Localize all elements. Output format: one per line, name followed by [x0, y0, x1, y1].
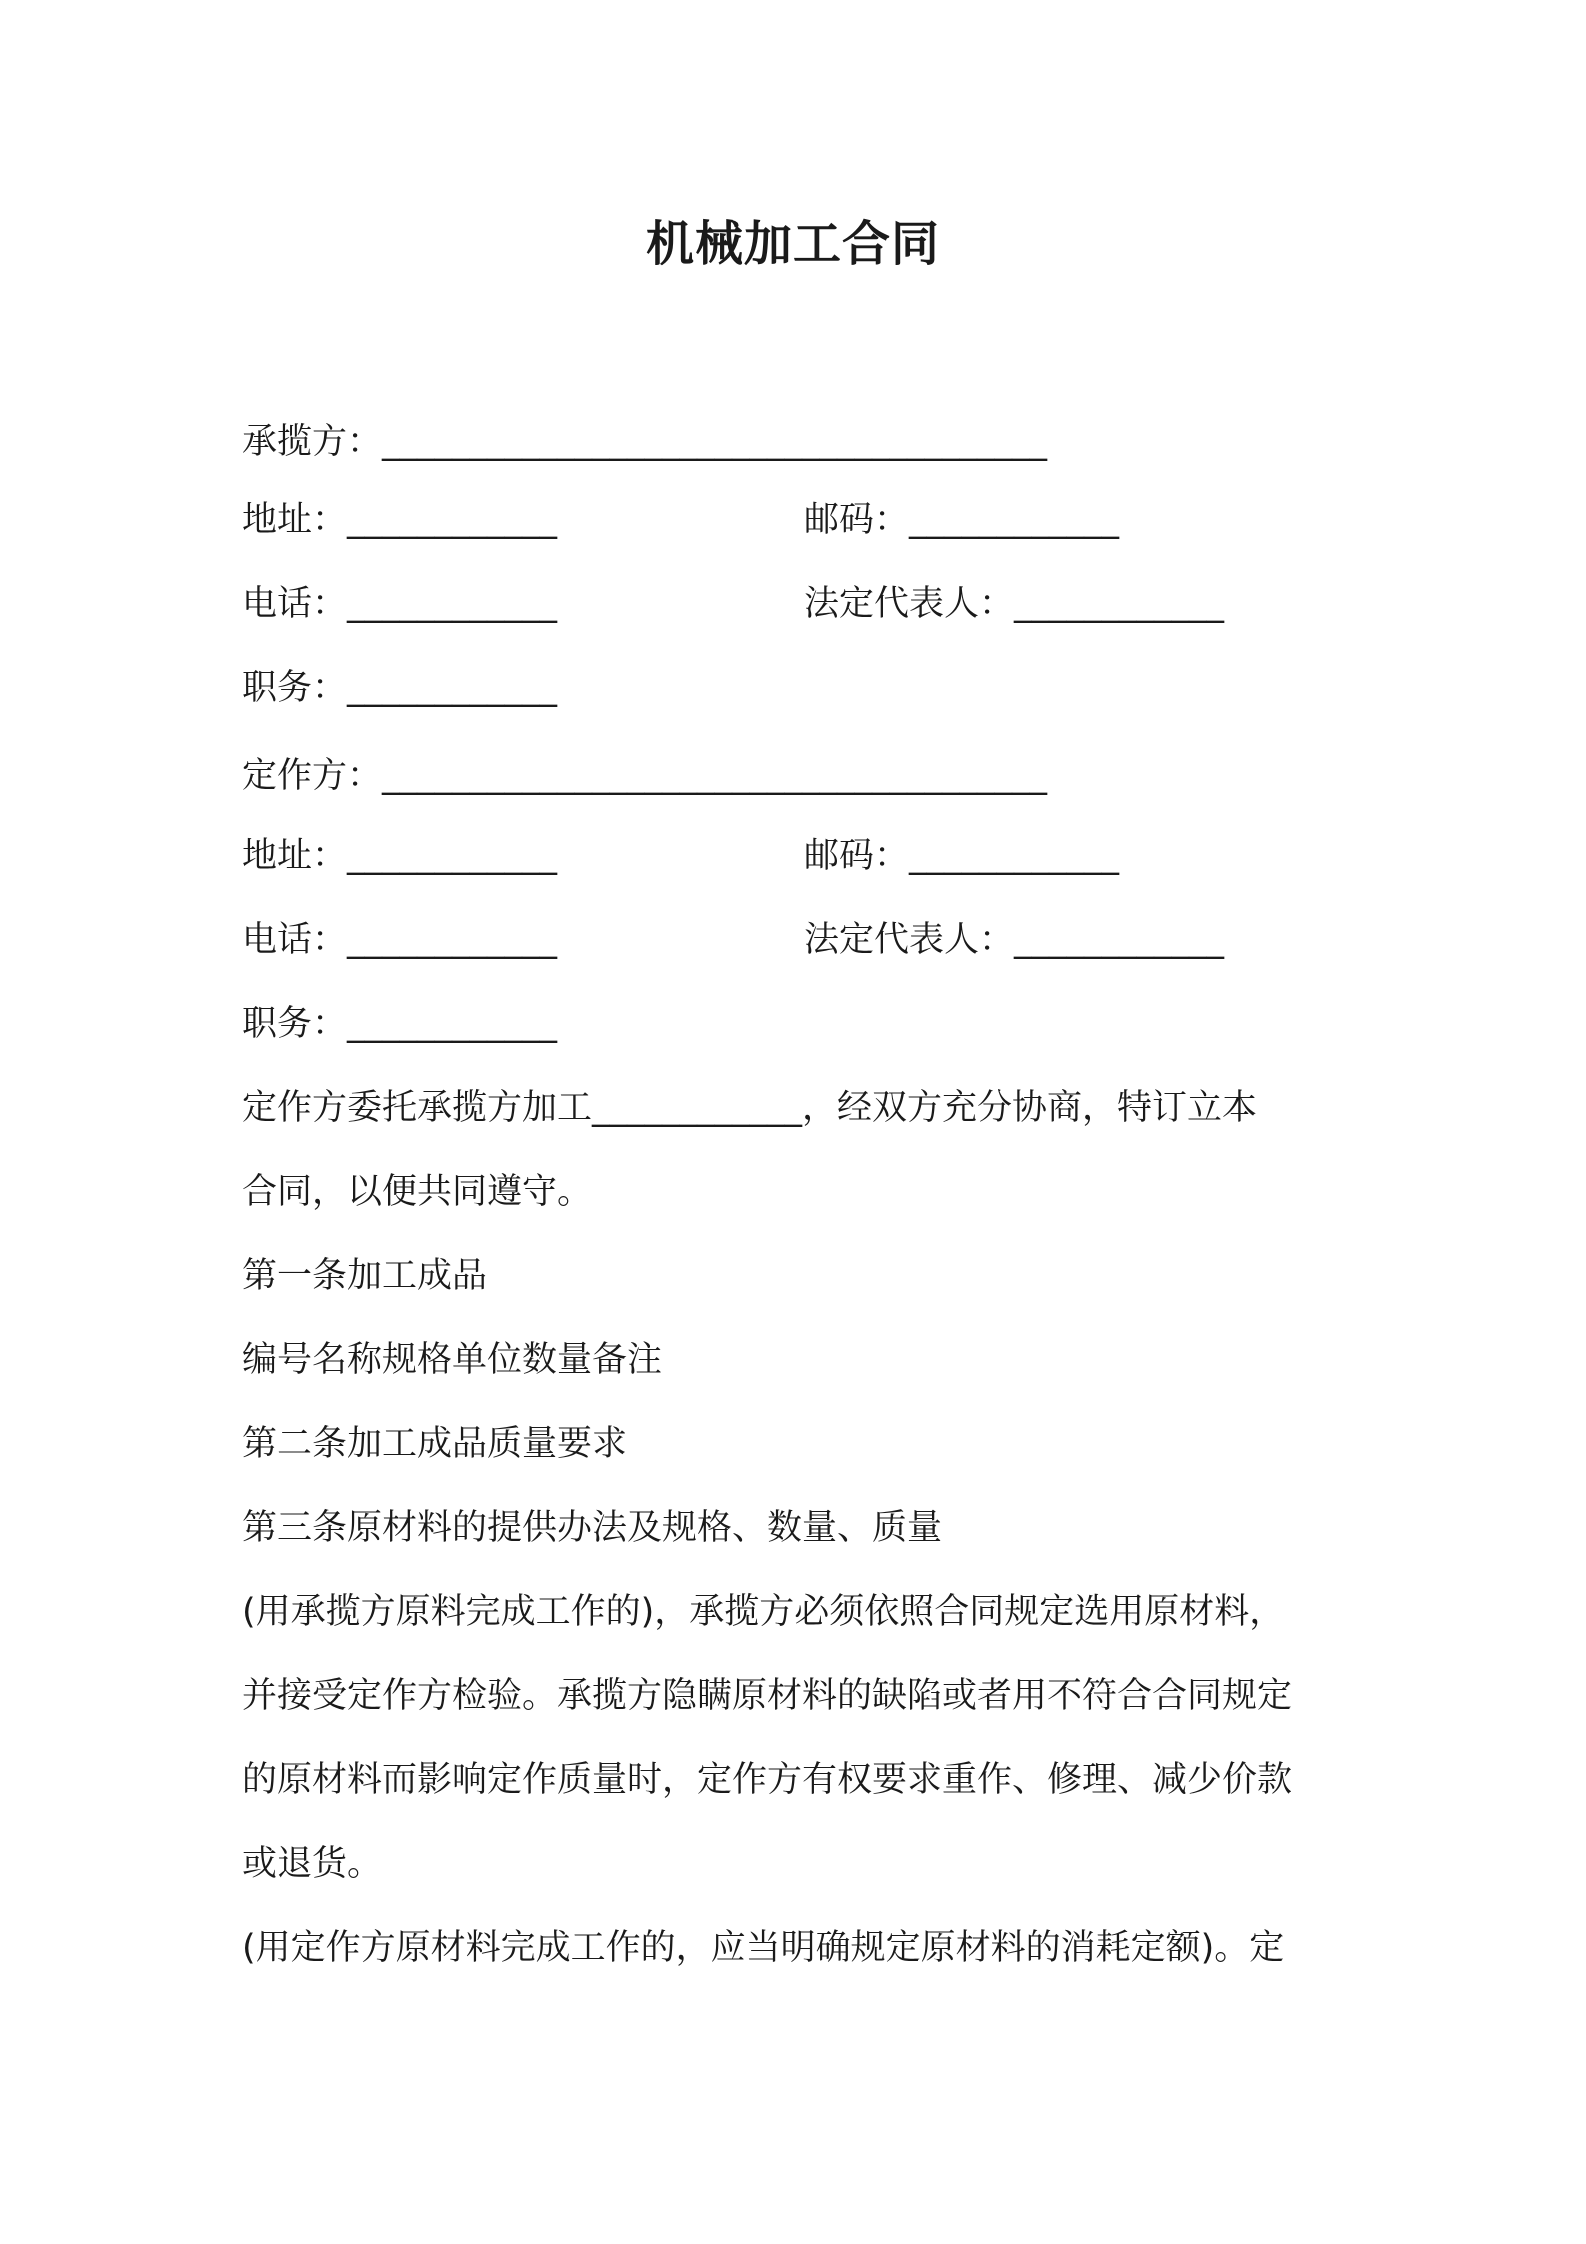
body-line: 编号名称规格单位数量备注: [242, 1340, 663, 1380]
body-line: 或退货。: [242, 1844, 383, 1884]
body-line: (用定作方原材料完成工作的，应当明确规定原材料的消耗定额)。定: [242, 1928, 1285, 1968]
body-line: 的原材料而影响定作质量时，定作方有权要求重作、修理、减少价款: [242, 1760, 1293, 1800]
client-legal-rep-field: 法定代表人：____________: [804, 920, 1225, 960]
client-postcode-field: 邮码：____________: [804, 836, 1120, 876]
article-heading: 第一条加工成品: [242, 1256, 488, 1296]
contractor-phone-field: 电话：____________: [242, 584, 558, 624]
body-line: 合同，以便共同遵守。: [242, 1172, 593, 1212]
contractor-party-field: 承揽方：______________________________________: [242, 422, 1048, 462]
article-heading: 第三条原材料的提供办法及规格、数量、质量: [242, 1508, 943, 1548]
contractor-postcode-field: 邮码：____________: [804, 500, 1120, 540]
client-address-field: 地址：____________: [242, 836, 558, 876]
client-party-field: 定作方：______________________________________: [242, 756, 1048, 796]
body-line: 定作方委托承揽方加工____________，经双方充分协商，特订立本: [242, 1088, 1258, 1128]
contractor-address-field: 地址：____________: [242, 500, 558, 540]
client-phone-field: 电话：____________: [242, 920, 558, 960]
contractor-position-field: 职务：____________: [242, 668, 558, 708]
client-position-field: 职务：____________: [242, 1004, 558, 1044]
body-line: 并接受定作方检验。承揽方隐瞒原材料的缺陷或者用不符合合同规定: [242, 1676, 1293, 1716]
article-heading: 第二条加工成品质量要求: [242, 1424, 628, 1464]
document-title: 机械加工合同: [645, 216, 940, 272]
contractor-legal-rep-field: 法定代表人：____________: [804, 584, 1225, 624]
body-line: (用承揽方原料完成工作的)，承揽方必须依照合同规定选用原材料，: [242, 1592, 1285, 1632]
